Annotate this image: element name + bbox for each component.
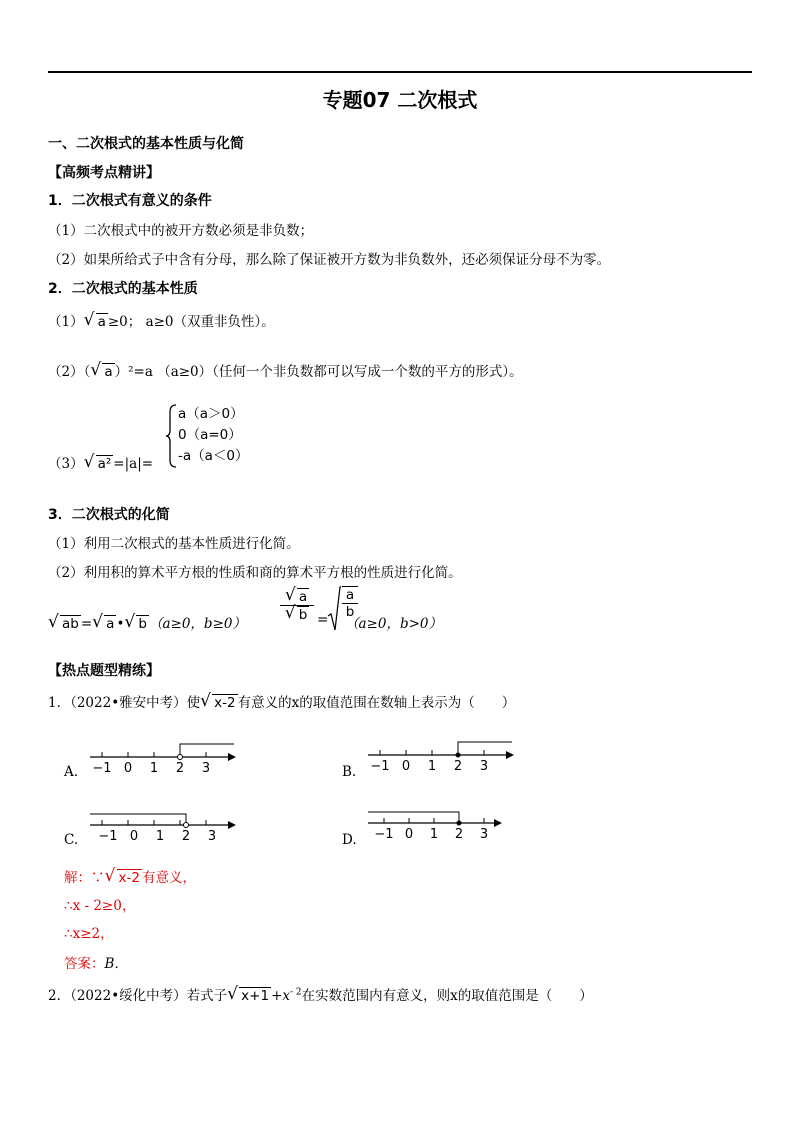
quotient-rule-rhs: a b (342, 586, 358, 620)
option-a-label[interactable]: A. (64, 764, 79, 780)
property-2 (48, 360, 523, 380)
section-heading: 一、二次根式的基本性质与化简 (48, 136, 244, 152)
sqrt-a-2: √ a (90, 360, 113, 380)
svg-text:2: 2 (453, 759, 463, 774)
svg-text:1: 1 (429, 827, 439, 842)
svg-text:3: 3 (207, 829, 217, 844)
cases-brace (166, 404, 178, 468)
question-2-source: （2022•绥化中考）若式子 (70, 988, 228, 1004)
case-positive: a（a＞0） (178, 406, 244, 422)
case-negative: -a（a＜0） (178, 448, 249, 464)
svg-text:0: 0 (123, 761, 133, 776)
svg-text:2: 2 (181, 829, 191, 844)
sqrt-a: √ a (83, 310, 106, 330)
heading-condition: 1．二次根式有意义的条件 (48, 193, 212, 209)
sqrt-ab: √ ab (48, 612, 79, 632)
answer-value: B． (104, 956, 128, 972)
svg-text:0: 0 (404, 827, 414, 842)
product-rule: √ ab = √ a • √ b （a≥0，b≥0） (48, 612, 246, 632)
answer (64, 952, 128, 972)
svg-text:2: 2 (454, 827, 464, 842)
property-1-text: ≥0； a≥0（双重非负性）。 (107, 314, 275, 330)
property-1 (48, 310, 275, 330)
svg-text:0: 0 (401, 759, 411, 774)
svg-text:1: 1 (155, 829, 165, 844)
svg-text:3: 3 (479, 759, 489, 774)
svg-text:−1: −1 (374, 827, 394, 842)
heading-properties: 2．二次根式的基本性质 (48, 281, 198, 297)
svg-text:−1: −1 (370, 759, 390, 774)
question-1-text: 有意义的x的取值范围在数轴上表示为（ ） (237, 695, 516, 711)
sqrt-a-factor: √ a (92, 612, 115, 632)
condition-item-1: （1）二次根式中的被开方数必须是非负数； (48, 223, 314, 239)
number-line-d (366, 806, 516, 842)
svg-text:2: 2 (175, 761, 185, 776)
option-c-label[interactable]: C. (64, 832, 79, 848)
heading-simplify: 3．二次根式的化简 (48, 507, 170, 523)
solution-line-2: ∴x - 2≥0， (64, 898, 136, 914)
condition-item-2: （2）如果所给式子中含有分母，那么除了保证被开方数为非负数外，还必须保证分母不为零。 (48, 252, 611, 268)
number-line-c (88, 808, 238, 844)
solution-line-3: ∴x≥2， (64, 926, 114, 942)
question-1-number: 1． (48, 695, 71, 711)
svg-text:−1: −1 (98, 829, 118, 844)
header-rule (48, 71, 752, 73)
sqrt-x-plus-1: √ x+1 (227, 984, 270, 1004)
case-zero: 0（a=0） (178, 427, 242, 443)
property-2-text: ）²=a （a≥0）（任何一个非负数都可以写成一个数的平方的形式）。 (114, 364, 523, 380)
simplify-item-1: （1）利用二次根式的基本性质进行化简。 (48, 536, 300, 552)
question-2-number: 2． (48, 988, 71, 1004)
quotient-rule-eq: = (317, 612, 329, 628)
option-d-label[interactable]: D. (342, 832, 357, 848)
product-rule-condition: （a≥0，b≥0） (148, 616, 246, 632)
simplify-item-2: （2）利用积的算术平方根的性质和商的算术平方根的性质进行化简。 (48, 565, 462, 581)
sqrt-x-minus-2: √ x-2 (200, 691, 236, 711)
svg-text:1: 1 (427, 759, 437, 774)
option-b-label[interactable]: B. (342, 764, 357, 780)
number-line-b (366, 738, 516, 774)
question-2-text: 在实数范围内有意义，则x的取值范围是（ ） (301, 988, 593, 1004)
quotient-rule-lhs: √ a √ b (280, 588, 314, 623)
sqrt-x-minus-2-solution: √ x-2 (104, 866, 140, 886)
big-radical-icon (327, 586, 341, 632)
property-3-prefix: （3） (48, 456, 84, 472)
property-1-prefix: （1） (48, 314, 84, 330)
property-3-eq: =|a|= (113, 456, 154, 472)
svg-text:3: 3 (479, 827, 489, 842)
svg-text:3: 3 (201, 761, 211, 776)
sqrt-a-squared: √ a² (83, 452, 112, 472)
property-2-prefix: （2）（ (48, 364, 91, 380)
question-1-source: （2022•雅安中考）使 (70, 695, 201, 711)
svg-text:1: 1 (149, 761, 159, 776)
tick: −1 (92, 761, 112, 776)
tag-key-points: 【高频考点精讲】 (48, 165, 160, 181)
solution-line-1: 解：∵ √ x-2 有意义， (64, 866, 196, 886)
tag-practice: 【热点题型精练】 (48, 663, 160, 679)
cases-list (178, 404, 249, 467)
answer-label: 答案： (64, 956, 105, 972)
page-title: 专题07 二次根式 (322, 88, 478, 112)
svg-text:0: 0 (129, 829, 139, 844)
sqrt-b-factor: √ b (124, 612, 147, 632)
question-1 (48, 691, 515, 711)
number-line-a (88, 740, 238, 776)
quotient-rule-condition: （a≥0，b>0） (345, 616, 442, 632)
question-2: 2．（2022•绥化中考）若式子 √ $x+1 +x^{- 2}$在实数范围内有意义，则x的取值范围是（ ） (48, 984, 593, 1004)
property-3 (48, 452, 153, 472)
